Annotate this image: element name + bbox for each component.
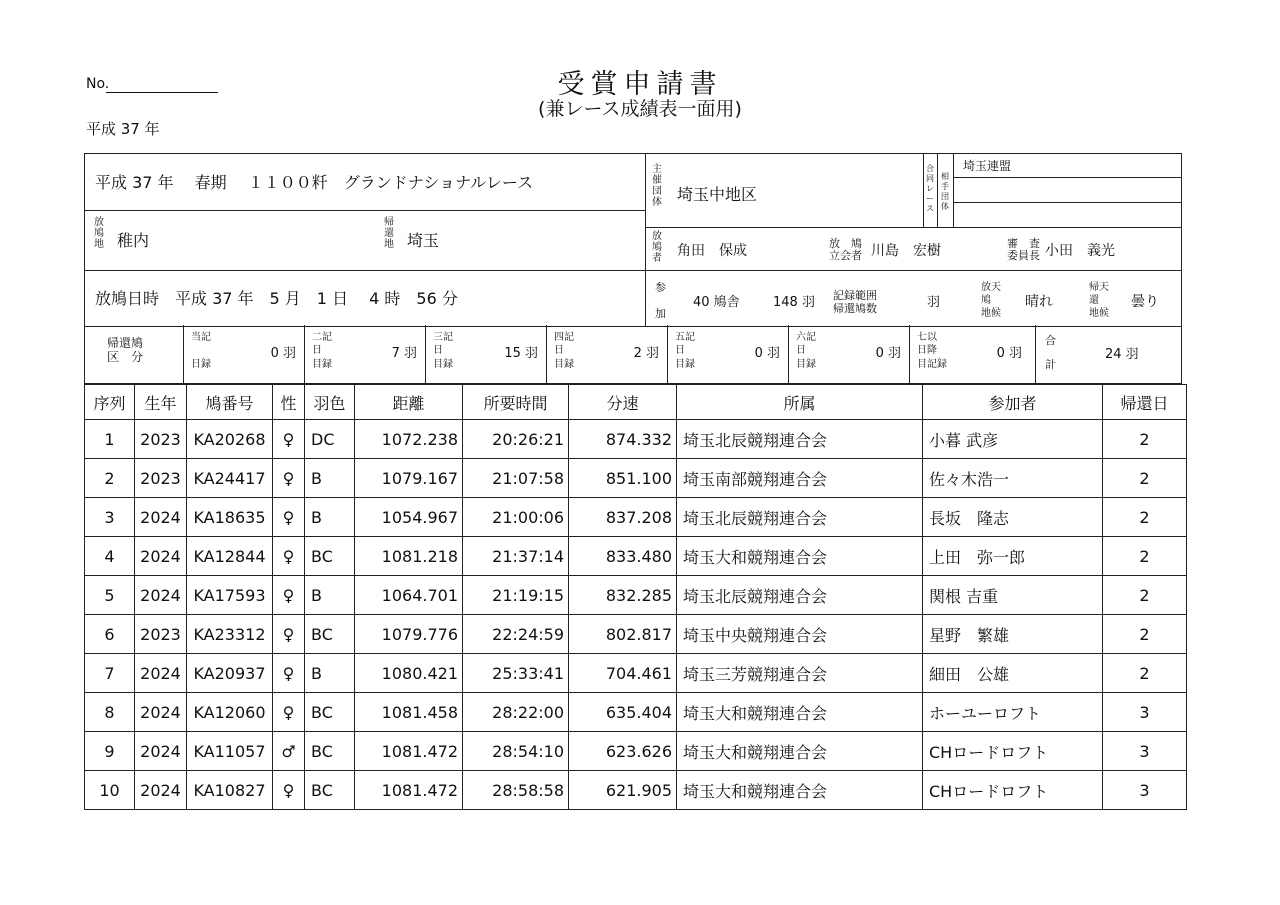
judge-label-2: 委員長 xyxy=(1007,249,1040,262)
total-label-1: 合 xyxy=(1045,334,1056,347)
cell-rank: 9 xyxy=(85,732,135,771)
cell-rank: 2 xyxy=(85,459,135,498)
host-label: 主催団体 xyxy=(652,164,662,208)
breakdown-day-label-top: 三記 xyxy=(433,332,453,343)
cell-elapsed-time: 28:54:10 xyxy=(463,732,569,771)
breakdown-day-1 xyxy=(183,325,304,383)
cell-elapsed-time: 28:58:58 xyxy=(463,771,569,810)
cell-color: DC xyxy=(305,420,355,459)
cell-sex: ♂ xyxy=(273,732,305,771)
table-row xyxy=(85,498,1187,537)
cell-return-day: 2 xyxy=(1103,615,1187,654)
cell-ring-number: KA11057 xyxy=(187,732,273,771)
cell-distance: 1079.167 xyxy=(355,459,463,498)
cell-sex: ♀ xyxy=(273,498,305,537)
cell-return-day: 2 xyxy=(1103,420,1187,459)
releaser-label: 放鳩者 xyxy=(652,231,662,264)
release-weather-label-2: 鳩 xyxy=(981,295,991,306)
header-distance: 距離 xyxy=(355,385,463,420)
cell-elapsed-time: 21:19:15 xyxy=(463,576,569,615)
witness-label-2: 立会者 xyxy=(829,249,862,262)
cell-participant: CHロードロフト xyxy=(923,771,1103,810)
cell-birth-year: 2023 xyxy=(135,615,187,654)
breakdown-day-label-top: 四記 xyxy=(554,332,574,343)
breakdown-label-2: 区 分 xyxy=(107,350,144,364)
return-weather-label-1: 帰天 xyxy=(1089,282,1109,293)
breakdown-day-2 xyxy=(304,325,425,383)
table-row xyxy=(85,732,1187,771)
cell-return-day: 3 xyxy=(1103,732,1187,771)
cell-club: 埼玉北辰競翔連合会 xyxy=(677,576,923,615)
cell-distance: 1081.458 xyxy=(355,693,463,732)
cell-distance: 1054.967 xyxy=(355,498,463,537)
cell-speed: 704.461 xyxy=(569,654,677,693)
cell-elapsed-time: 22:24:59 xyxy=(463,615,569,654)
header-rank: 序列 xyxy=(85,385,135,420)
breakdown-label-1: 帰還鳩 xyxy=(107,336,144,350)
breakdown-day-label-top: 六記 xyxy=(796,332,816,343)
cell-ring-number: KA12060 xyxy=(187,693,273,732)
breakdown-day-label-top: 二記 xyxy=(312,332,332,343)
cell-birth-year: 2024 xyxy=(135,693,187,732)
breakdown-day-label-top: 五記 xyxy=(675,332,695,343)
cell-participant: 関根 吉重 xyxy=(923,576,1103,615)
cell-speed: 635.404 xyxy=(569,693,677,732)
breakdown-day-count: 0 羽 xyxy=(875,346,901,361)
cell-ring-number: KA10827 xyxy=(187,771,273,810)
document-title: 受賞申請書 xyxy=(557,69,723,100)
header-return-day: 帰還日 xyxy=(1103,385,1187,420)
table-body xyxy=(85,420,1187,810)
table-header-row xyxy=(85,385,1187,420)
cell-speed: 874.332 xyxy=(569,420,677,459)
breakdown-day-3 xyxy=(425,325,546,383)
cell-ring-number: KA20268 xyxy=(187,420,273,459)
cell-ring-number: KA17593 xyxy=(187,576,273,615)
cell-club: 埼玉大和競翔連合会 xyxy=(677,771,923,810)
table-row xyxy=(85,615,1187,654)
cell-distance: 1081.218 xyxy=(355,537,463,576)
table-row xyxy=(85,537,1187,576)
participation-label-1: 参 xyxy=(655,281,666,294)
header-color: 羽色 xyxy=(305,385,355,420)
breakdown-day-count: 2 羽 xyxy=(633,346,659,361)
race-info-block xyxy=(84,153,1182,327)
race-name: 平成 37 年 春期 １１００粁 グランドナショナルレース xyxy=(95,173,534,192)
cell-participant: 細田 公雄 xyxy=(923,654,1103,693)
cell-birth-year: 2024 xyxy=(135,732,187,771)
return-breakdown-block xyxy=(84,325,1182,384)
bird-count: 148 羽 xyxy=(773,295,815,310)
loft-count: 40 鳩舎 xyxy=(693,295,740,310)
breakdown-day-label-mid: 日 xyxy=(675,345,685,356)
breakdown-day-label-top: 七以 xyxy=(917,332,937,343)
breakdown-day-label-mid: 日降 xyxy=(917,345,937,356)
cell-return-day: 2 xyxy=(1103,498,1187,537)
cell-ring-number: KA24417 xyxy=(187,459,273,498)
cell-club: 埼玉大和競翔連合会 xyxy=(677,537,923,576)
joint-race-label: 合同レース xyxy=(926,164,934,213)
breakdown-day-6 xyxy=(788,325,909,383)
table-row xyxy=(85,771,1187,810)
cell-elapsed-time: 21:37:14 xyxy=(463,537,569,576)
header-speed: 分速 xyxy=(569,385,677,420)
cell-color: BC xyxy=(305,537,355,576)
cell-participant: CHロードロフト xyxy=(923,732,1103,771)
cell-return-day: 3 xyxy=(1103,771,1187,810)
cell-elapsed-time: 21:00:06 xyxy=(463,498,569,537)
total-label-2: 計 xyxy=(1045,358,1056,371)
cell-speed: 802.817 xyxy=(569,615,677,654)
cell-club: 埼玉中央競翔連合会 xyxy=(677,615,923,654)
breakdown-day-label-bottom: 目録 xyxy=(433,359,453,370)
release-weather: 晴れ xyxy=(1025,294,1053,310)
cell-participant: 上田 弥一郎 xyxy=(923,537,1103,576)
cell-club: 埼玉大和競翔連合会 xyxy=(677,732,923,771)
cell-club: 埼玉南部競翔連合会 xyxy=(677,459,923,498)
return-place-label: 帰還地 xyxy=(384,217,394,250)
cell-club: 埼玉大和競翔連合会 xyxy=(677,693,923,732)
breakdown-day-7 xyxy=(909,325,1030,383)
cell-sex: ♀ xyxy=(273,771,305,810)
breakdown-day-label-top: 当記 xyxy=(191,332,211,343)
document-number-label: No. xyxy=(86,76,110,92)
cell-elapsed-time: 25:33:41 xyxy=(463,654,569,693)
releaser-name: 角田 保成 xyxy=(677,243,747,259)
document-subtitle: (兼レース成績表一面用) xyxy=(538,98,742,120)
breakdown-day-label-bottom: 目録 xyxy=(312,359,332,370)
return-weather-label-2: 還 xyxy=(1089,295,1099,306)
header-ring-number: 鳩番号 xyxy=(187,385,273,420)
cell-birth-year: 2024 xyxy=(135,654,187,693)
cell-participant: 小暮 武彦 xyxy=(923,420,1103,459)
cell-elapsed-time: 28:22:00 xyxy=(463,693,569,732)
witness-label-1: 放 鳩 xyxy=(829,237,862,250)
cell-rank: 5 xyxy=(85,576,135,615)
table-row xyxy=(85,459,1187,498)
cell-sex: ♀ xyxy=(273,576,305,615)
breakdown-day-4 xyxy=(546,325,667,383)
table-row xyxy=(85,654,1187,693)
header-elapsed-time: 所要時間 xyxy=(463,385,569,420)
breakdown-day-count: 7 羽 xyxy=(391,346,417,361)
cell-birth-year: 2024 xyxy=(135,498,187,537)
cell-return-day: 2 xyxy=(1103,459,1187,498)
cell-sex: ♀ xyxy=(273,537,305,576)
cell-ring-number: KA12844 xyxy=(187,537,273,576)
cell-return-day: 3 xyxy=(1103,693,1187,732)
cell-color: BC xyxy=(305,771,355,810)
table-row xyxy=(85,576,1187,615)
cell-ring-number: KA23312 xyxy=(187,615,273,654)
cell-rank: 3 xyxy=(85,498,135,537)
cell-distance: 1081.472 xyxy=(355,732,463,771)
cell-sex: ♀ xyxy=(273,654,305,693)
cell-birth-year: 2024 xyxy=(135,537,187,576)
header-birth-year: 生年 xyxy=(135,385,187,420)
cell-rank: 6 xyxy=(85,615,135,654)
cell-color: B xyxy=(305,498,355,537)
table-row xyxy=(85,693,1187,732)
release-place: 稚内 xyxy=(117,231,150,250)
breakdown-day-5 xyxy=(667,325,788,383)
partner-name: 埼玉連盟 xyxy=(963,159,1012,173)
judge-name: 小田 義光 xyxy=(1045,243,1115,259)
cell-participant: 長坂 隆志 xyxy=(923,498,1103,537)
record-range-label-1: 記録範囲 xyxy=(833,289,877,302)
return-weather: 曇り xyxy=(1131,294,1159,310)
cell-distance: 1072.238 xyxy=(355,420,463,459)
breakdown-day-label-bottom: 目記録 xyxy=(917,359,947,370)
breakdown-day-count: 0 羽 xyxy=(754,346,780,361)
header-participant: 参加者 xyxy=(923,385,1103,420)
cell-speed: 851.100 xyxy=(569,459,677,498)
return-place: 埼玉 xyxy=(407,231,440,250)
cell-club: 埼玉北辰競翔連合会 xyxy=(677,498,923,537)
cell-birth-year: 2024 xyxy=(135,576,187,615)
breakdown-day-label-bottom: 目録 xyxy=(675,359,695,370)
cell-birth-year: 2023 xyxy=(135,420,187,459)
cell-distance: 1064.701 xyxy=(355,576,463,615)
release-place-label: 放鳩地 xyxy=(94,217,104,250)
breakdown-day-label-mid: 日 xyxy=(796,345,806,356)
cell-color: B xyxy=(305,459,355,498)
cell-club: 埼玉北辰競翔連合会 xyxy=(677,420,923,459)
witness-name: 川島 宏樹 xyxy=(871,243,941,259)
cell-color: BC xyxy=(305,732,355,771)
return-weather-label-3: 地候 xyxy=(1089,308,1109,319)
cell-return-day: 2 xyxy=(1103,654,1187,693)
cell-birth-year: 2023 xyxy=(135,459,187,498)
cell-birth-year: 2024 xyxy=(135,771,187,810)
cell-elapsed-time: 20:26:21 xyxy=(463,420,569,459)
cell-rank: 4 xyxy=(85,537,135,576)
header-sex: 性 xyxy=(273,385,305,420)
cell-participant: ホーユーロフト xyxy=(923,693,1103,732)
cell-color: BC xyxy=(305,615,355,654)
cell-sex: ♀ xyxy=(273,459,305,498)
record-range-unit: 羽 xyxy=(927,295,941,310)
partner-label: 相手団体 xyxy=(941,172,949,211)
host-name: 埼玉中地区 xyxy=(677,185,758,204)
cell-return-day: 2 xyxy=(1103,576,1187,615)
cell-speed: 833.480 xyxy=(569,537,677,576)
judge-label-1: 審 査 xyxy=(1007,237,1040,250)
cell-sex: ♀ xyxy=(273,420,305,459)
breakdown-day-label-bottom: 目録 xyxy=(796,359,816,370)
release-weather-label-3: 地候 xyxy=(981,308,1001,319)
cell-participant: 佐々木浩一 xyxy=(923,459,1103,498)
document-year: 平成 37 年 xyxy=(86,120,160,138)
cell-club: 埼玉三芳競翔連合会 xyxy=(677,654,923,693)
breakdown-day-label-mid: 日 xyxy=(554,345,564,356)
cell-distance: 1079.776 xyxy=(355,615,463,654)
cell-elapsed-time: 21:07:58 xyxy=(463,459,569,498)
breakdown-day-count: 15 羽 xyxy=(504,346,538,361)
cell-color: BC xyxy=(305,693,355,732)
header-club: 所属 xyxy=(677,385,923,420)
cell-participant: 星野 繁雄 xyxy=(923,615,1103,654)
breakdown-day-label-bottom: 目録 xyxy=(554,359,574,370)
cell-return-day: 2 xyxy=(1103,537,1187,576)
release-datetime: 放鳩日時 平成 37 年 5 月 1 日 4 時 56 分 xyxy=(95,289,458,308)
table-row xyxy=(85,420,1187,459)
release-weather-label-1: 放天 xyxy=(981,282,1001,293)
cell-ring-number: KA20937 xyxy=(187,654,273,693)
cell-speed: 837.208 xyxy=(569,498,677,537)
cell-rank: 10 xyxy=(85,771,135,810)
results-table xyxy=(84,384,1187,810)
record-range-label-2: 帰還鳩数 xyxy=(833,302,877,315)
breakdown-day-label-bottom: 日録 xyxy=(191,359,211,370)
cell-rank: 7 xyxy=(85,654,135,693)
cell-distance: 1080.421 xyxy=(355,654,463,693)
participation-label-2: 加 xyxy=(655,307,666,320)
cell-color: B xyxy=(305,576,355,615)
breakdown-day-count: 0 羽 xyxy=(270,346,296,361)
total-count: 24 羽 xyxy=(1105,347,1139,362)
cell-rank: 1 xyxy=(85,420,135,459)
cell-distance: 1081.472 xyxy=(355,771,463,810)
cell-rank: 8 xyxy=(85,693,135,732)
cell-speed: 621.905 xyxy=(569,771,677,810)
cell-speed: 832.285 xyxy=(569,576,677,615)
cell-ring-number: KA18635 xyxy=(187,498,273,537)
cell-speed: 623.626 xyxy=(569,732,677,771)
breakdown-day-count: 0 羽 xyxy=(996,346,1022,361)
cell-sex: ♀ xyxy=(273,693,305,732)
breakdown-day-label-mid: 日 xyxy=(433,345,443,356)
breakdown-day-label-mid: 日 xyxy=(312,345,322,356)
cell-sex: ♀ xyxy=(273,615,305,654)
cell-color: B xyxy=(305,654,355,693)
